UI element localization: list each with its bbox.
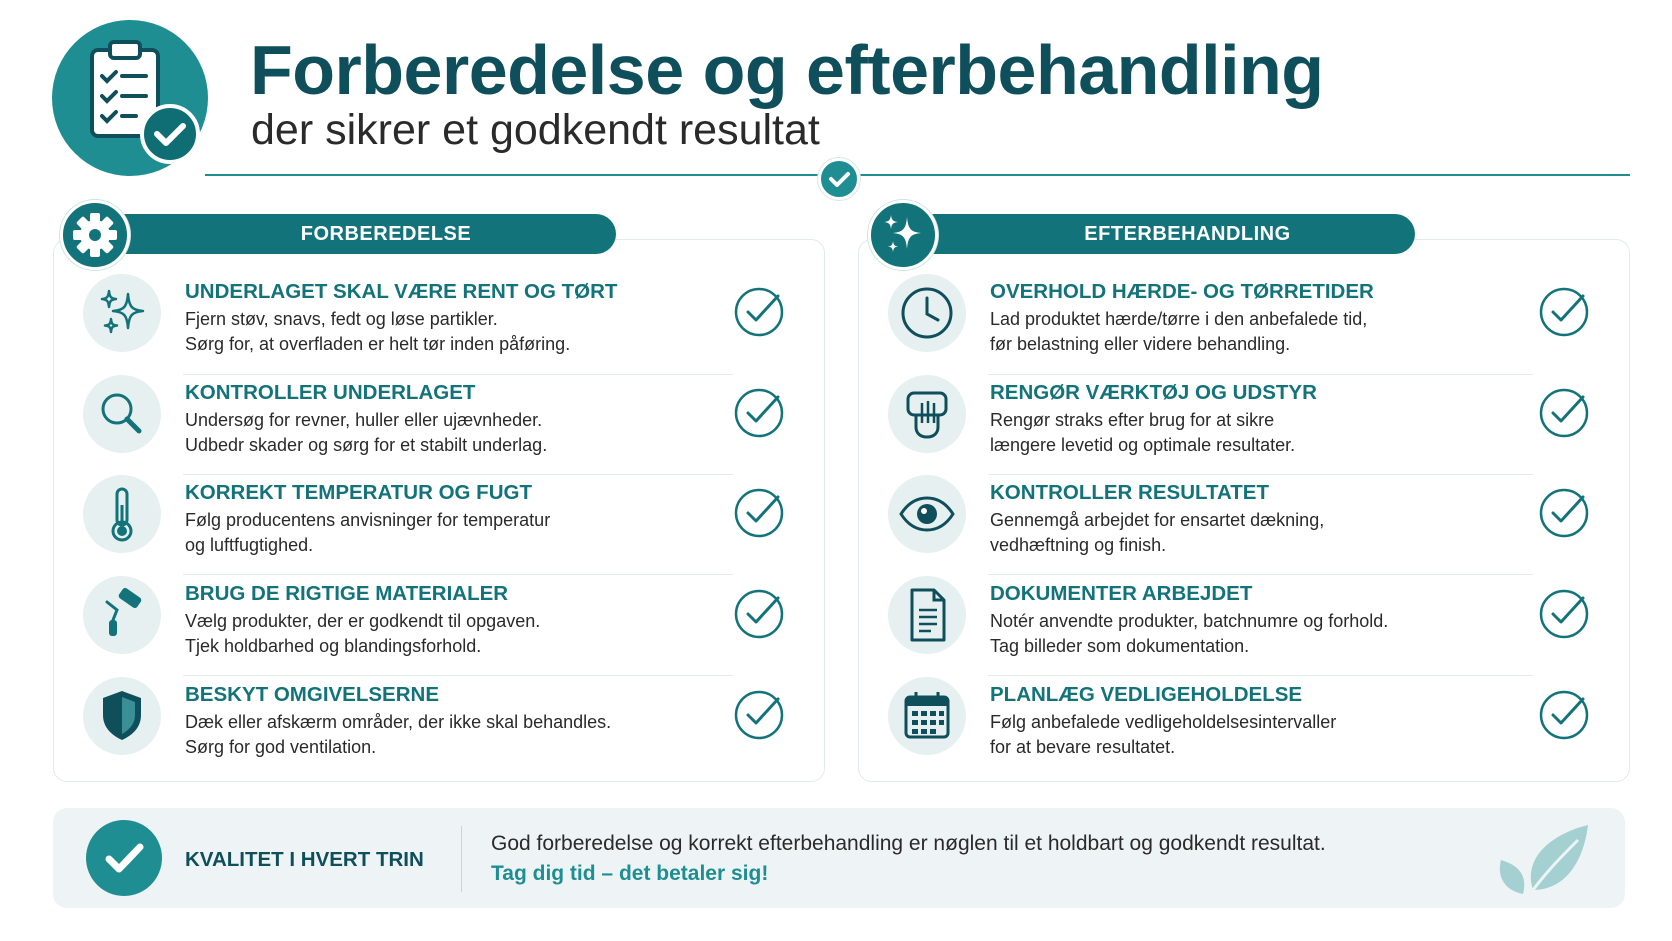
sparkle-icon [868, 200, 938, 270]
check-circle-icon [1538, 685, 1594, 741]
item-text: Fjern støv, snavs, fedt og løse partikler. [185, 309, 498, 329]
item-text: Sørg for god ventilation. [185, 737, 377, 757]
item-text: for at bevare resultatet. [990, 737, 1176, 757]
item-title: DOKUMENTER ARBEJDET [990, 582, 1253, 605]
list-item [53, 365, 753, 465]
item-text: Følg anbefalede vedligeholdelsesintervaller [990, 712, 1337, 732]
list-item [858, 667, 1558, 767]
footer-bar [53, 808, 1625, 908]
paint-roller-icon [83, 576, 161, 654]
check-circle-icon [1538, 584, 1594, 640]
item-title: KONTROLLER UNDERLAGET [185, 381, 476, 404]
eye-icon [888, 475, 966, 553]
footer-separator [461, 826, 462, 892]
check-circle-icon [1538, 483, 1594, 539]
check-circle-icon [733, 584, 789, 640]
list-item [53, 264, 753, 364]
check-circle-icon [1538, 383, 1594, 439]
item-text: Lad produktet hærde/tørre i den anbefalede tid, [990, 309, 1368, 329]
leaf-icon [1493, 820, 1593, 900]
sparkles-icon [83, 274, 161, 352]
list-item [858, 365, 1558, 465]
footer-text: God forberedelse og korrekt efterbehandling er nøglen til et holdbart og godkendt resultat. [491, 832, 1326, 855]
item-text: længere levetid og optimale resultater. [990, 435, 1296, 455]
clipboard-check-icon [52, 20, 208, 176]
item-text: Gennemgå arbejdet for ensartet dækning, [990, 510, 1325, 530]
item-text: Undersøg for revner, huller eller ujævnheder. [185, 410, 543, 430]
document-icon [888, 576, 966, 654]
list-item [858, 566, 1558, 666]
item-title: UNDERLAGET SKAL VÆRE RENT OG TØRT [185, 280, 618, 303]
page-title: Forberedelse og efterbehandling [250, 31, 1324, 109]
list-item [53, 465, 753, 565]
item-title: OVERHOLD HÆRDE- OG TØRRETIDER [990, 280, 1374, 303]
check-circle-icon [733, 483, 789, 539]
section-banner-forberedelse: FORBEREDELSE [96, 214, 616, 254]
list-item [53, 667, 753, 767]
item-text: vedhæftning og finish. [990, 535, 1167, 555]
item-text: Rengør straks efter brug for at sikre [990, 410, 1275, 430]
divider-check-icon [818, 158, 860, 200]
calendar-icon [888, 677, 966, 755]
header-divider [205, 174, 1630, 176]
item-title: RENGØR VÆRKTØJ OG UDSTYR [990, 381, 1317, 404]
item-text: Vælg produkter, der er godkendt til opgaven. [185, 611, 541, 631]
item-title: BRUG DE RIGTIGE MATERIALER [185, 582, 509, 605]
item-title: KORREKT TEMPERATUR OG FUGT [185, 481, 532, 504]
item-text: Dæk eller afskærm områder, der ikke skal behandles. [185, 712, 612, 732]
check-icon [86, 820, 162, 896]
shield-icon [83, 677, 161, 755]
check-circle-icon [733, 282, 789, 338]
thermometer-icon [83, 475, 161, 553]
item-text: Udbedr skader og sørg for et stabilt underlag. [185, 435, 548, 455]
item-text: Tag billeder som dokumentation. [990, 636, 1250, 656]
check-circle-icon [1538, 282, 1594, 338]
clock-icon [888, 274, 966, 352]
check-circle-icon [733, 685, 789, 741]
header-badge [52, 20, 208, 176]
list-item [858, 465, 1558, 565]
check-circle-icon [733, 383, 789, 439]
item-title: BESKYT OMGIVELSERNE [185, 683, 440, 706]
item-text: Tjek holdbarhed og blandingsforhold. [185, 636, 482, 656]
footer-emphasis: Tag dig tid – det betaler sig! [491, 862, 769, 885]
item-text: Sørg for, at overfladen er helt tør inden påføring. [185, 334, 571, 354]
gear-icon [60, 200, 130, 270]
item-title: KONTROLLER RESULTATET [990, 481, 1270, 504]
page-subtitle: der sikrer et godkendt resultat [251, 106, 820, 154]
list-item [858, 264, 1558, 364]
section-banner-efterbehandling: EFTERBEHANDLING [900, 214, 1415, 254]
footer-label: KVALITET I HVERT TRIN [185, 848, 424, 871]
item-text: Notér anvendte produkter, batchnumre og forhold. [990, 611, 1389, 631]
cleaning-hand-icon [888, 375, 966, 453]
item-title: PLANLÆG VEDLIGEHOLDELSE [990, 683, 1303, 706]
magnifier-icon [83, 375, 161, 453]
item-text: og luftfugtighed. [185, 535, 314, 555]
item-text: før belastning eller videre behandling. [990, 334, 1291, 354]
item-text: Følg producentens anvisninger for temperatur [185, 510, 551, 530]
list-item [53, 566, 753, 666]
